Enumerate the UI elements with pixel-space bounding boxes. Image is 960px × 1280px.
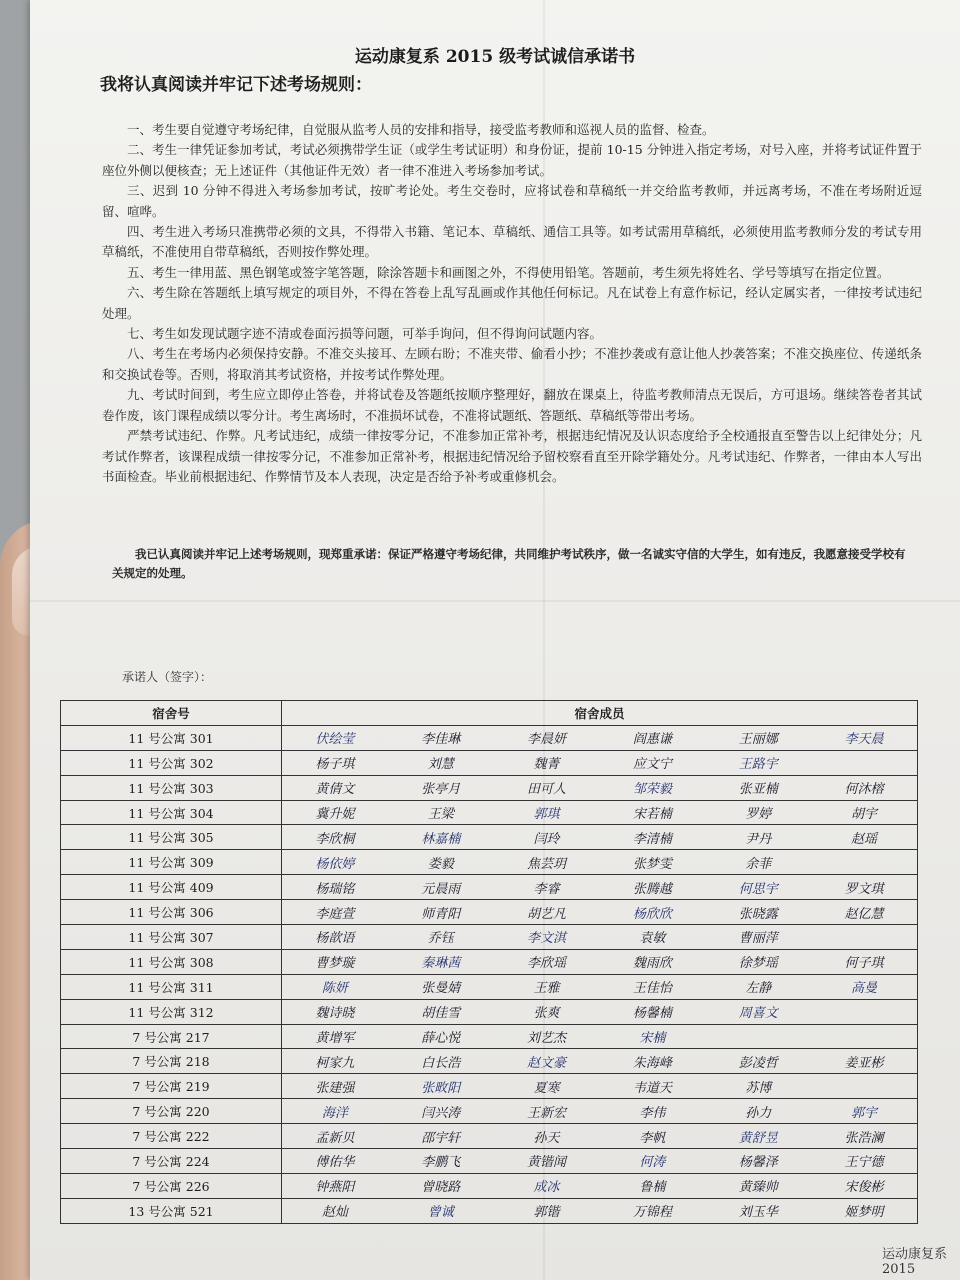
rule-5: 五、考生一律用蓝、黑色钢笔或签字笔答题，除涂答题卡和画图之外，不得使用铅笔。答题前，考生须先将姓名、学号等填写在指定位置。 (127, 264, 890, 280)
member-signature: 薛心悦 (421, 1031, 461, 1047)
member-signatures (282, 1077, 917, 1096)
member-signature: 黄舒昱 (738, 1130, 778, 1146)
member-signature: 闫玲 (533, 831, 560, 847)
table-row (61, 825, 918, 850)
member-signature: 林嘉楠 (421, 831, 461, 847)
member-signatures (282, 1102, 917, 1121)
member-signature: 李帆 (639, 1130, 666, 1146)
table-row (61, 1099, 918, 1124)
fold-line-horizontal (30, 600, 960, 602)
member-signature: 何思宇 (738, 881, 778, 897)
member-signature: 应文宁 (632, 757, 672, 773)
member-signatures (282, 1027, 917, 1046)
member-signature: 韦道天 (632, 1080, 672, 1096)
member-signature: 李欣瑶 (527, 956, 567, 972)
table-row (61, 1024, 918, 1049)
members-cell (282, 1149, 918, 1174)
member-signature: 张建强 (315, 1080, 355, 1096)
member-signature: 邹荣毅 (632, 782, 672, 798)
member-signature: 张腾越 (632, 881, 672, 897)
footer-stamp: 运动康复系 2015 (882, 1247, 948, 1277)
member-signature: 孙天 (533, 1130, 560, 1146)
members-cell (282, 750, 918, 775)
member-signature: 焦芸玥 (527, 856, 567, 872)
members-cell (282, 999, 918, 1024)
members-cell (282, 775, 918, 800)
member-signatures (282, 927, 917, 946)
member-signature: 黄增军 (315, 1031, 355, 1047)
member-signature: 张亭月 (421, 782, 461, 798)
member-signature: 乔钰 (427, 931, 454, 947)
member-signature: 曾晓路 (421, 1180, 461, 1196)
header-room: 宿舍号 (61, 701, 282, 726)
member-signature: 杨馨泽 (738, 1155, 778, 1171)
rule-7: 七、考生如发现试题字迹不清或卷面污损等问题，可举手询问，但不得询问试题内容。 (127, 326, 603, 342)
member-signature: 秦琳茜 (421, 956, 461, 972)
rule-penalty: 严禁考试违纪、作弊。凡考试违纪，成绩一律按零分记，不准参加正常补考，根据违纪情况及认识态度给予全校通报直至警告以上纪律处分；凡考试作弊者，该课程成绩一律按零分记，不准参加正常补考，根据违纪情况给予留校察看直至开除学籍处分。凡考试违纪、作弊者，一律由本人写出书面检查。毕业前根据违纪、作弊情节及本人表现，决定是否给予补考或重修机会。 (102, 428, 922, 484)
signer-label: 承诺人（签字）： (122, 670, 213, 684)
pledge-statement: 我已认真阅读并牢记上述考场规则，现郑重承诺：保证严格遵守考场纪律，共同维护考试秩序，做一名诚实守信的大学生，如有违反，我愿意接受学校有关规定的处理。 (112, 547, 906, 580)
member-signature: 王佳怡 (632, 981, 672, 997)
member-signature: 李庭萱 (315, 906, 355, 922)
members-cell (282, 875, 918, 900)
members-cell (282, 900, 918, 925)
member-signature: 万锦程 (632, 1205, 672, 1221)
member-signature: 曹丽萍 (738, 931, 778, 947)
table-row (61, 775, 918, 800)
member-signature: 郭宇 (851, 1105, 878, 1121)
member-signature: 赵亿慧 (844, 906, 884, 922)
rule-9: 九、考试时间到，考生应立即停止答卷，并将试卷及答题纸按顺序整理好，翻放在课桌上，待监考教师清点无误后，方可退场。继续答卷者其试卷作废，该门课程成绩以零分计。考生离场时，不准损坏试卷，不准将试题纸、答题纸、草稿纸等带出考场。 (102, 387, 922, 423)
member-signatures (282, 853, 917, 872)
table-row (61, 800, 918, 825)
member-signature: 王雅 (533, 981, 560, 997)
document-title: 运动康复系 2015 级考试诚信承诺书 (354, 47, 636, 67)
rule-4: 四、考生进入考场只准携带必须的文具，不得带入书籍、笔记本、草稿纸、通信工具等。如考试需用草稿纸，必须使用监考教师分发的考试专用草稿纸，不准使用自带草稿纸，否则按作弊处理。 (102, 224, 922, 260)
member-signature: 罗文琪 (844, 881, 884, 897)
member-signature: 黄臻帅 (738, 1180, 778, 1196)
member-signatures (282, 1201, 917, 1220)
room-number: 11 号公寓 301 (61, 725, 282, 750)
member-signatures (282, 778, 917, 797)
member-signature: 杨馨楠 (632, 1006, 672, 1022)
table-row (61, 1124, 918, 1149)
member-signature: 魏雨欣 (632, 956, 672, 972)
member-signatures (282, 952, 917, 971)
members-cell (282, 725, 918, 750)
room-number: 7 号公寓 226 (61, 1173, 282, 1198)
member-signature: 朱海峰 (632, 1055, 672, 1071)
member-signature: 阎惠谦 (632, 732, 672, 748)
member-signature: 傅佑华 (315, 1155, 355, 1171)
room-number: 11 号公寓 308 (61, 949, 282, 974)
room-number: 7 号公寓 218 (61, 1049, 282, 1074)
table-row (61, 925, 918, 950)
member-signature: 刘艺杰 (527, 1031, 567, 1047)
members-cell (282, 1124, 918, 1149)
member-signature: 张亚楠 (738, 782, 778, 798)
members-cell (282, 825, 918, 850)
room-number: 13 号公寓 521 (61, 1198, 282, 1223)
room-number: 11 号公寓 312 (61, 999, 282, 1024)
member-signature: 杨依婷 (315, 856, 355, 872)
member-signature: 魏菁 (533, 757, 560, 773)
room-number: 11 号公寓 303 (61, 775, 282, 800)
member-signature: 王新宏 (527, 1105, 567, 1121)
table-row (61, 974, 918, 999)
member-signature: 夏寒 (533, 1080, 560, 1096)
table-row (61, 850, 918, 875)
member-signature: 高曼 (851, 981, 878, 997)
member-signature: 周喜文 (738, 1006, 778, 1022)
member-signature: 闫兴涛 (421, 1105, 461, 1121)
member-signature: 姜亚彬 (844, 1055, 884, 1071)
members-cell (282, 850, 918, 875)
member-signature: 赵文豪 (527, 1055, 567, 1071)
member-signature: 胡宇 (851, 807, 878, 822)
member-signature: 姬梦明 (844, 1205, 884, 1221)
member-signature: 王路宇 (738, 757, 778, 773)
member-signature: 李文淇 (527, 931, 567, 947)
member-signature: 李伟 (639, 1105, 666, 1121)
member-signature: 胡艺凡 (527, 906, 567, 922)
member-signature: 邵宇轩 (421, 1130, 461, 1146)
members-cell (282, 1049, 918, 1074)
member-signatures (282, 903, 917, 922)
members-cell (282, 1099, 918, 1124)
member-signature: 胡佳雪 (421, 1006, 461, 1022)
member-signatures (282, 878, 917, 897)
member-signatures (282, 1127, 917, 1146)
member-signature: 赵灿 (321, 1205, 348, 1221)
member-signatures (282, 1052, 917, 1071)
table-row (61, 1198, 918, 1223)
member-signature: 张爽 (533, 1006, 560, 1022)
members-cell (282, 925, 918, 950)
room-number: 11 号公寓 305 (61, 825, 282, 850)
member-signature: 左静 (745, 981, 772, 997)
member-signature: 李清楠 (632, 831, 672, 847)
member-signature: 陈妍 (321, 981, 348, 997)
member-signature: 尹丹 (745, 831, 772, 847)
table-row (61, 999, 918, 1024)
member-signature: 李鹏飞 (421, 1155, 461, 1171)
table-row (61, 1173, 918, 1198)
member-signature: 罗婷 (745, 807, 772, 822)
table-row (61, 900, 918, 925)
member-signature: 魏诗晓 (315, 1006, 355, 1022)
room-number: 11 号公寓 304 (61, 800, 282, 825)
member-signature: 刘玉华 (738, 1205, 778, 1221)
members-cell (282, 1198, 918, 1223)
room-number: 11 号公寓 309 (61, 850, 282, 875)
table-row (61, 1149, 918, 1174)
member-signature: 王梁 (427, 807, 454, 822)
member-signatures (282, 803, 917, 822)
member-signature: 张浩澜 (844, 1130, 884, 1146)
rule-2: 二、考生一律凭证参加考试，考试必须携带学生证（或学生考试证明）和身份证，提前 10-15 分钟进入指定考场，对号入座，并将考试证件置于座位外侧以便核查；无上述证件（其他证件无效）者一律不准进入考场参加考试。 (102, 142, 922, 178)
room-number: 7 号公寓 220 (61, 1099, 282, 1124)
member-signature: 师青阳 (421, 906, 461, 922)
room-number: 7 号公寓 222 (61, 1124, 282, 1149)
member-signature: 何沐榕 (844, 782, 884, 798)
member-signature: 杨欣欣 (632, 906, 672, 922)
member-signature: 张晓露 (738, 906, 778, 922)
member-signature: 李睿 (533, 881, 560, 897)
member-signature: 苏博 (745, 1080, 772, 1096)
member-signature: 李晨妍 (527, 732, 567, 748)
member-signature: 李佳琳 (421, 732, 461, 748)
member-signature: 何子琪 (844, 956, 884, 972)
member-signature: 宋若楠 (632, 807, 672, 822)
member-signature: 成冰 (533, 1180, 560, 1196)
member-signature: 杨子琪 (315, 757, 355, 773)
dorm-signature-table (60, 700, 918, 1224)
member-signature: 田可人 (527, 782, 567, 798)
room-number: 7 号公寓 217 (61, 1024, 282, 1049)
rule-8: 八、考生在考场内必须保持安静。不准交头接耳、左顾右盼；不准夹带、偷看小抄；不准抄袭或有意让他人抄袭答案；不准交换座位、传递纸条和交换试卷等。否则，将取消其考试资格，并按考试作弊处理。 (102, 346, 922, 382)
member-signature: 黄锴闻 (527, 1155, 567, 1171)
members-cell (282, 949, 918, 974)
member-signature: 白长浩 (421, 1055, 461, 1071)
table-row (61, 875, 918, 900)
member-signature: 王宁德 (844, 1155, 884, 1171)
member-signature: 曾诚 (427, 1205, 454, 1221)
member-signature: 孙力 (745, 1105, 772, 1121)
room-number: 11 号公寓 311 (61, 974, 282, 999)
member-signature: 鲁楠 (639, 1180, 666, 1196)
room-number: 7 号公寓 219 (61, 1074, 282, 1099)
document-subtitle: 我将认真阅读并牢记下述考场规则： (100, 75, 372, 95)
member-signature: 杨瑞铭 (315, 881, 355, 897)
table-body (61, 725, 918, 1223)
member-signature: 张曼婧 (421, 981, 461, 997)
table-header-row (61, 701, 918, 726)
room-number: 11 号公寓 306 (61, 900, 282, 925)
member-signature: 袁敏 (639, 931, 666, 947)
member-signature: 黄倩文 (315, 782, 355, 798)
rule-3: 三、迟到 10 分钟不得进入考场参加考试，按旷考论处。考生交卷时，应将试卷和草稿纸一并交给监考教师，并远离考场，不准在考场附近逗留、喧哗。 (102, 183, 922, 219)
member-signature: 曹梦璇 (315, 956, 355, 972)
member-signatures (282, 828, 917, 847)
table-row (61, 725, 918, 750)
member-signature: 徐梦瑶 (738, 956, 778, 972)
members-cell (282, 1024, 918, 1049)
rule-6: 六、考生除在答题纸上填写规定的项目外，不得在答卷上乱写乱画或作其他任何标记。凡在试卷上有意作标记，经认定属实者，一律按考试违纪处理。 (102, 285, 922, 321)
member-signature: 彭凌哲 (738, 1055, 778, 1071)
member-signature: 郭琪 (533, 807, 560, 822)
member-signature: 冀升妮 (315, 807, 355, 822)
member-signature: 元晨雨 (421, 881, 461, 897)
member-signature: 张畋阳 (421, 1080, 461, 1096)
table-row (61, 750, 918, 775)
member-signatures (282, 1151, 917, 1170)
member-signatures (282, 1002, 917, 1021)
member-signature: 柯家九 (315, 1055, 355, 1071)
table-row (61, 1049, 918, 1074)
member-signature: 宋俊彬 (844, 1180, 884, 1196)
member-signature: 伏绘莹 (315, 732, 355, 748)
member-signature: 杨歆语 (315, 931, 355, 947)
members-cell (282, 1074, 918, 1099)
member-signature: 钟燕阳 (315, 1180, 355, 1196)
member-signature: 宋楠 (639, 1031, 666, 1047)
members-cell (282, 800, 918, 825)
member-signature: 孟新贝 (315, 1130, 355, 1146)
member-signature: 张梦雯 (632, 856, 672, 872)
member-signatures (282, 977, 917, 996)
member-signature: 李天晨 (844, 732, 884, 748)
rule-1: 一、考生要自觉遵守考场纪律，自觉服从监考人员的安排和指导，接受监考教师和巡视人员的监督、检查。 (127, 122, 715, 137)
member-signature: 赵瑶 (851, 831, 878, 847)
member-signature: 娄毅 (427, 856, 454, 872)
member-signature: 海洋 (321, 1105, 348, 1121)
member-signature: 何涛 (639, 1155, 666, 1171)
member-signature: 余菲 (745, 856, 772, 872)
room-number: 11 号公寓 302 (61, 750, 282, 775)
room-number: 11 号公寓 409 (61, 875, 282, 900)
table-row (61, 949, 918, 974)
room-number: 11 号公寓 307 (61, 925, 282, 950)
member-signatures (282, 1176, 917, 1195)
member-signatures (282, 728, 917, 747)
room-number: 7 号公寓 224 (61, 1149, 282, 1174)
member-signature: 郭锴 (533, 1205, 560, 1221)
header-members: 宿舍成员 (282, 701, 918, 726)
member-signature: 王丽娜 (738, 732, 778, 748)
table-row (61, 1074, 918, 1099)
member-signatures (282, 753, 917, 772)
member-signature: 刘慧 (427, 757, 454, 773)
member-signature: 李欣桐 (315, 831, 355, 847)
members-cell (282, 974, 918, 999)
rules-section (102, 120, 922, 487)
members-cell (282, 1173, 918, 1198)
